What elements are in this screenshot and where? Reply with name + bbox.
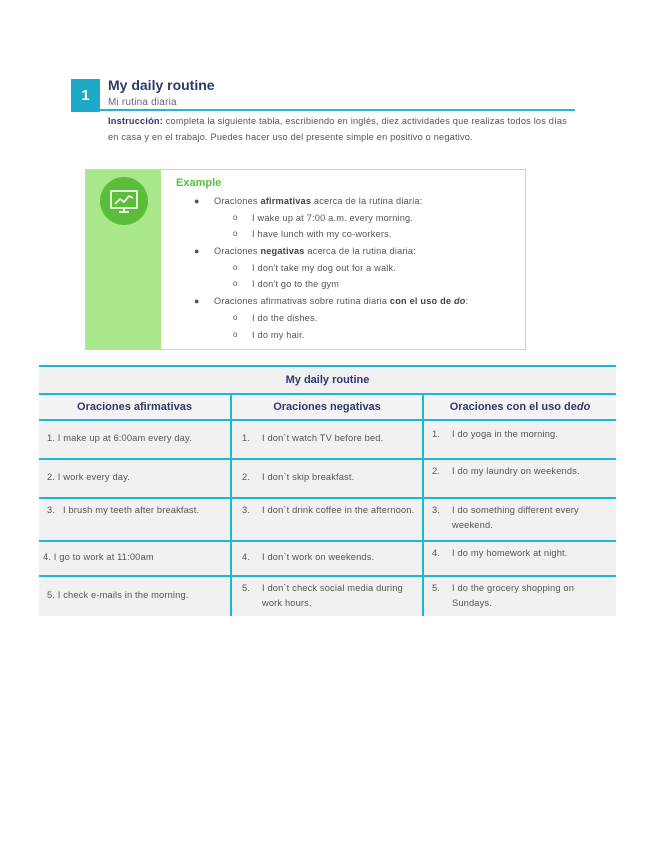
bullet-icon: ● [194, 196, 200, 206]
item-text: I do the grocery shopping on Sundays. [452, 583, 575, 608]
circle-bullet-icon: o [233, 312, 238, 322]
example-item [194, 327, 468, 344]
presentation-chart-icon [100, 177, 148, 225]
table-cell [232, 542, 422, 575]
example-item-text: I don't take my dog out for a walk. [252, 262, 397, 273]
column-header-negative: Oraciones negativas [273, 401, 381, 413]
table-cell [424, 577, 616, 616]
item-number: 1. [432, 429, 441, 439]
item-text: I work every day. [57, 472, 130, 482]
example-section-italic: do [453, 296, 466, 307]
example-section-text: Oraciones [214, 246, 261, 257]
circle-bullet-icon: o [233, 229, 238, 239]
example-box [85, 169, 526, 350]
column-header-with-do [424, 395, 616, 419]
page-subtitle: Mi rutina diaria [108, 97, 177, 108]
instruction-text: completa la siguiente tabla, escribiendo en inglés, diez actividades que realizas todos los días en casa y en el trabajo. Puedes hacer uso del presente simple en positivo o negativo. [108, 116, 567, 142]
item-number: 3. [242, 505, 251, 515]
item-text: I make up at 6:00am every day. [57, 433, 192, 443]
example-item [194, 276, 468, 293]
column-header-italic: do [576, 401, 591, 413]
item-text: I do my homework at night. [452, 548, 568, 558]
instruction-label: Instrucción: [108, 116, 163, 126]
item-text: I don`t work on weekends. [262, 552, 375, 562]
routine-table [39, 365, 616, 616]
table-cell [39, 421, 230, 458]
item-text: I don`t check social media during work hours. [262, 583, 403, 608]
example-item [194, 226, 468, 243]
example-sidebar [86, 170, 161, 349]
table-column-headers [39, 395, 616, 419]
example-section-bold: negativas [260, 246, 305, 257]
table-cell [232, 577, 422, 616]
table-row [39, 575, 616, 616]
example-item [194, 210, 468, 227]
column-header-text: Oraciones con el uso de [449, 401, 577, 413]
item-text: I don`t skip breakfast. [262, 472, 355, 482]
example-item-text: I wake up at 7:00 a.m. every morning. [252, 212, 414, 223]
example-item-text: I do the dishes. [252, 312, 318, 323]
example-section-text: Oraciones afirmativas sobre rutina diaria [214, 296, 390, 307]
table-cell [39, 542, 230, 575]
item-number: 4. [43, 552, 54, 562]
item-number: 2. [242, 472, 251, 482]
item-number: 5. [47, 590, 58, 600]
example-item-text: I do my hair. [252, 329, 305, 340]
bullet-icon: ● [194, 296, 200, 307]
example-item-text: I have lunch with my co-workers. [252, 229, 392, 240]
example-section-bold: con el uso de [389, 296, 454, 307]
table-row [39, 540, 616, 575]
example-section [194, 193, 468, 210]
example-section-text: acerca de la rutina diaria: [304, 246, 416, 257]
example-list [194, 193, 468, 343]
item-number: 2. [47, 472, 58, 482]
table-cell [424, 421, 616, 458]
circle-bullet-icon: o [233, 279, 238, 289]
example-section-bold: afirmativas [260, 196, 312, 206]
example-section-text: : [465, 296, 469, 307]
item-text: I do something different every weekend. [452, 505, 579, 530]
item-text: I don`t drink coffee in the afternoon. [262, 505, 415, 515]
table-cell [424, 542, 616, 575]
presentation-chart-icon-graphic [109, 189, 139, 213]
item-text: I don`t watch TV before bed. [262, 433, 384, 443]
bullet-icon: ● [194, 246, 200, 257]
circle-bullet-icon: o [233, 212, 238, 222]
table-row [39, 497, 616, 540]
circle-bullet-icon: o [233, 329, 238, 339]
table-body [39, 419, 616, 616]
item-number: 5. [242, 583, 251, 593]
example-section-text: acerca de la rutina diaria: [311, 196, 423, 206]
section-number-badge: 1 [71, 79, 100, 112]
column-header-affirmative: Oraciones afirmativas [77, 401, 192, 413]
circle-bullet-icon: o [233, 262, 238, 272]
title-divider [100, 109, 575, 111]
item-number: 5. [432, 583, 441, 593]
item-number: 1. [47, 433, 58, 443]
page-title: My daily routine [108, 77, 215, 93]
item-text: I brush my teeth after breakfast. [63, 505, 200, 515]
instruction-paragraph [108, 113, 568, 145]
item-number: 3. [432, 505, 441, 515]
table-title: My daily routine [39, 367, 616, 393]
item-number: 4. [432, 548, 441, 558]
item-number: 4. [242, 552, 251, 562]
item-number: 1. [242, 433, 251, 443]
item-number: 2. [432, 466, 441, 476]
example-item-text: I don't go to the gym [252, 279, 340, 290]
item-text: I check e-mails in the morning. [57, 590, 189, 600]
table-cell [232, 421, 422, 458]
item-text: I do yoga in the morning. [452, 429, 559, 439]
table-cell [232, 499, 422, 540]
item-text: I do my laundry on weekends. [452, 466, 580, 476]
example-section [194, 293, 468, 310]
table-cell [232, 460, 422, 497]
table-cell [424, 460, 616, 497]
item-text: I go to work at 11:00am [53, 552, 154, 562]
example-title: Example [176, 177, 222, 189]
table-cell [424, 499, 616, 540]
table-row [39, 419, 616, 458]
example-section-text: Oraciones [214, 196, 261, 206]
table-cell [39, 577, 230, 616]
table-cell [39, 499, 230, 540]
item-number: 3. [47, 505, 56, 515]
example-item [194, 310, 468, 327]
example-section [194, 243, 468, 260]
table-row [39, 458, 616, 497]
example-item [194, 260, 468, 277]
table-cell [39, 460, 230, 497]
